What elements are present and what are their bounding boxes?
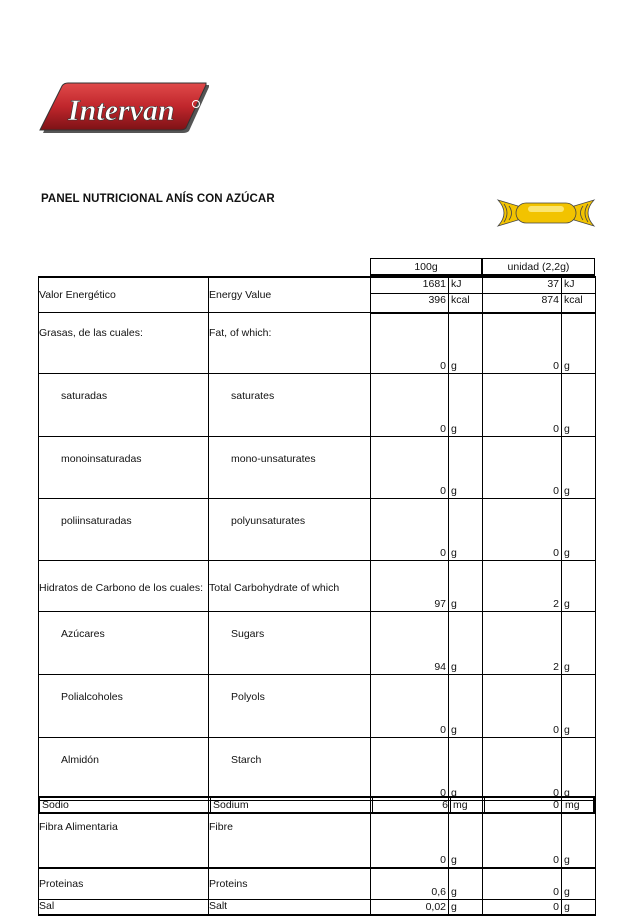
sodium-value-100: 6 xyxy=(372,798,450,812)
nutrient-unit-unit: g xyxy=(562,437,596,499)
wrapped-candy-icon xyxy=(496,196,596,230)
nutrient-value-unit: 0 xyxy=(483,499,562,561)
nutrient-label-es: saturadas xyxy=(39,374,209,437)
nutrient-unit-100: g xyxy=(449,801,483,869)
nutrient-row xyxy=(39,374,596,437)
nutrient-row xyxy=(39,738,596,801)
header-per100: 100g xyxy=(370,258,482,276)
nutrient-unit-unit: g xyxy=(562,738,596,801)
nutrient-unit-unit: g xyxy=(562,561,596,612)
sodium-label-en: Sodium xyxy=(210,798,249,812)
nutrient-label-en: mono-unsaturates xyxy=(209,437,371,499)
nutrient-unit-100: g xyxy=(449,738,483,801)
nutrient-unit-unit: g xyxy=(562,675,596,738)
nutrient-label-es: poliinsaturadas xyxy=(39,499,209,561)
nutrient-value-unit: 0 xyxy=(483,313,562,374)
nutrient-label-en: Starch xyxy=(209,738,371,801)
nutrient-label-en: Fat, of which: xyxy=(209,313,371,374)
sodium-value-unit: 0 xyxy=(484,798,563,812)
nutrient-unit-unit: g xyxy=(562,499,596,561)
nutrient-value-100: 0 xyxy=(371,738,449,801)
nutrient-row xyxy=(39,499,596,561)
proteins-value-unit: 0 xyxy=(483,868,562,900)
salt-row xyxy=(39,900,596,916)
nutrient-label-en: Total Carbohydrate of which xyxy=(209,561,371,612)
nutrient-row xyxy=(39,313,596,374)
nutrient-value-100: 97 xyxy=(371,561,449,612)
nutrient-label-es: Almidón xyxy=(39,738,209,801)
nutrient-value-unit: 0 xyxy=(483,374,562,437)
nutrient-value-100: 0 xyxy=(371,374,449,437)
proteins-row xyxy=(39,868,596,900)
salt-label-en: Salt xyxy=(209,900,371,916)
nutrient-value-100: 94 xyxy=(371,612,449,675)
nutrient-label-en: saturates xyxy=(209,374,371,437)
nutrient-label-es: Hidratos de Carbono de los cuales: xyxy=(39,561,209,612)
nutrient-label-es: monoinsaturadas xyxy=(39,437,209,499)
nutrient-value-100: 0 xyxy=(371,675,449,738)
nutrient-row xyxy=(39,561,596,612)
sodium-label-es: Sodio xyxy=(42,799,69,811)
nutrient-unit-100: g xyxy=(449,437,483,499)
svg-text:Intervan: Intervan xyxy=(68,94,175,127)
nutrient-value-100: 0 xyxy=(371,313,449,374)
nutrient-value-100: 0 xyxy=(371,437,449,499)
energy-kcal-unit-label: kcal xyxy=(562,294,596,313)
energy-kcal-100: 396 xyxy=(371,294,449,313)
energy-kcal-unit-100: kcal xyxy=(449,294,483,313)
nutrient-unit-unit: g xyxy=(562,612,596,675)
nutrient-value-100: 0 xyxy=(371,801,449,869)
energy-kcal-unit: 874 xyxy=(483,294,562,313)
nutrient-unit-100: g xyxy=(449,499,483,561)
salt-value-100: 0,02 xyxy=(371,900,449,916)
sodium-unit-unit: mg xyxy=(565,799,580,811)
nutrient-unit-unit: g xyxy=(562,313,596,374)
nutrient-label-es: Grasas, de las cuales: xyxy=(39,313,209,374)
proteins-label-en: Proteins xyxy=(209,868,371,900)
salt-unit-unit: g xyxy=(562,900,596,916)
nutrient-unit-unit: g xyxy=(562,801,596,869)
nutrient-label-en: polyunsaturates xyxy=(209,499,371,561)
nutrition-table xyxy=(38,276,596,916)
energy-kj-unit-label: kJ xyxy=(562,277,596,294)
nutrient-label-en: Sugars xyxy=(209,612,371,675)
nutrient-label-es: Fibra Alimentaria xyxy=(39,801,209,869)
nutrient-label-en: Fibre xyxy=(209,801,371,869)
energy-kj-100: 1681 xyxy=(371,277,449,294)
nutrient-unit-100: g xyxy=(449,374,483,437)
intervan-logo xyxy=(38,82,210,134)
nutrient-value-unit: 0 xyxy=(483,437,562,499)
nutrient-row xyxy=(39,437,596,499)
nutrient-value-unit: 0 xyxy=(483,738,562,801)
salt-value-unit: 0 xyxy=(483,900,562,916)
nutrient-value-unit: 0 xyxy=(483,801,562,869)
energy-label-es: Valor Energético xyxy=(39,277,209,313)
nutrient-unit-100: g xyxy=(449,313,483,374)
proteins-label-es: Proteinas xyxy=(39,868,209,900)
nutrient-unit-100: g xyxy=(449,612,483,675)
energy-row-kj xyxy=(39,277,596,294)
nutrient-unit-100: g xyxy=(449,561,483,612)
nutrient-value-unit: 0 xyxy=(483,675,562,738)
sodium-unit-100: mg xyxy=(450,798,484,812)
nutrient-value-unit: 2 xyxy=(483,612,562,675)
nutrient-value-unit: 2 xyxy=(483,561,562,612)
proteins-unit-100: g xyxy=(449,868,483,900)
salt-unit-100: g xyxy=(449,900,483,916)
sodium-row xyxy=(38,796,595,814)
nutrient-value-100: 0 xyxy=(371,499,449,561)
salt-label-es: Sal xyxy=(39,900,209,916)
energy-kj-unit-100: kJ xyxy=(449,277,483,294)
proteins-value-100: 0,6 xyxy=(371,868,449,900)
nutrient-label-en: Polyols xyxy=(209,675,371,738)
proteins-unit-unit: g xyxy=(562,868,596,900)
header-unit: unidad (2,2g) xyxy=(482,258,595,276)
nutrient-label-es: Azúcares xyxy=(39,612,209,675)
energy-label-en: Energy Value xyxy=(209,277,371,313)
nutrient-row xyxy=(39,612,596,675)
nutrient-label-es: Polialcoholes xyxy=(39,675,209,738)
energy-kj-unit: 37 xyxy=(483,277,562,294)
page-title: PANEL NUTRICIONAL ANÍS CON AZÚCAR xyxy=(41,193,275,205)
nutrient-unit-100: g xyxy=(449,675,483,738)
nutrient-row xyxy=(39,675,596,738)
nutrient-unit-unit: g xyxy=(562,374,596,437)
